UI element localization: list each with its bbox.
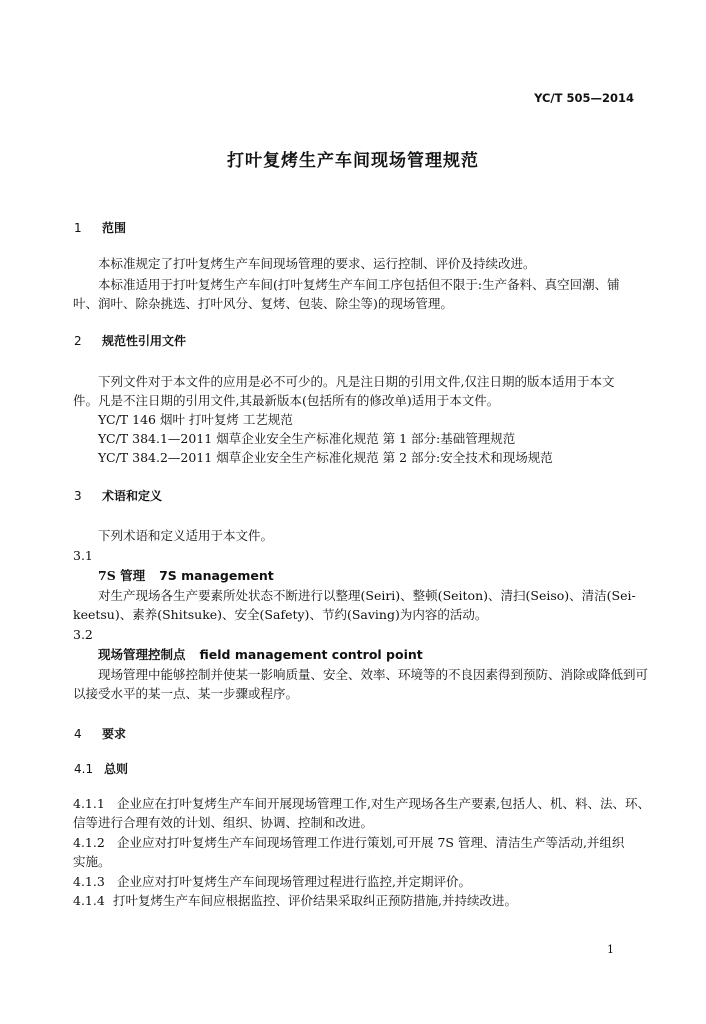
- reference-item: YC/T 146 烟叶 打叶复烤 工艺规范: [98, 412, 293, 427]
- clause-4-1-4: [73, 893, 517, 909]
- section-number: 3: [74, 489, 82, 503]
- clause-text: 打叶复烤生产车间应根据监控、评价结果采取纠正预防措施,并持续改进。: [113, 893, 517, 908]
- clause-text: 企业应在打叶复烤生产车间开展现场管理工作,对生产现场各生产要素,包括人、机、料、法、环、: [117, 796, 650, 811]
- section-3-heading: [74, 488, 162, 504]
- clause-text: 企业应对打叶复烤生产车间现场管理过程进行监控,并定期评价。: [117, 874, 471, 889]
- term-heading: [98, 568, 274, 584]
- subsection-4-1-heading: [74, 761, 128, 777]
- term-heading: [98, 647, 423, 663]
- section-title: 范围: [102, 221, 127, 235]
- term-definition: 现场管理中能够控制并使某一影响质量、安全、效率、环境等的不良因素得到预防、消除或降低到可: [98, 667, 649, 682]
- section-title: 要求: [102, 727, 127, 741]
- subsection-number: 4.1: [74, 762, 94, 776]
- paragraph: 本标准规定了打叶复烤生产车间现场管理的要求、运行控制、评价及持续改进。: [98, 256, 536, 271]
- clause-number: 4.1.3: [73, 874, 105, 889]
- reference-item: YC/T 384.1—2011 烟草企业安全生产标准化规范 第 1 部分:基础管理规范: [98, 431, 516, 446]
- term-number: 3.1: [73, 548, 93, 563]
- page-number: 1: [607, 943, 614, 956]
- document-title: 打叶复烤生产车间现场管理规范: [227, 151, 479, 171]
- clause-4-1-1: [73, 796, 650, 812]
- term-definition: 对生产现场各生产要素所处状态不断进行以整理(Seiri)、整顿(Seiton)、清扫(Seiso)、清洁(Sei-: [98, 588, 636, 603]
- clause-4-1-2: [73, 835, 624, 851]
- clause-number: 4.1.2: [73, 835, 105, 850]
- section-title: 规范性引用文件: [102, 334, 187, 348]
- term-english: field management control point: [199, 647, 423, 662]
- section-4-heading: [74, 726, 126, 742]
- paragraph: 本标准适用于打叶复烤生产车间(打叶复烤生产车间工序包括但不限于:生产备料、真空回潮、铺: [98, 277, 620, 292]
- clause-text: 实施。: [73, 854, 111, 869]
- term-definition: 以接受水平的某一点、某一步骤或程序。: [73, 686, 299, 701]
- section-number: 1: [74, 221, 82, 235]
- section-2-heading: [74, 333, 186, 349]
- section-number: 4: [74, 727, 82, 741]
- paragraph: 下列文件对于本文件的应用是必不可少的。凡是注日期的引用文件,仅注日期的版本适用于本文: [98, 374, 615, 389]
- paragraph: 下列术语和定义适用于本文件。: [98, 528, 274, 543]
- section-title: 术语和定义: [102, 489, 163, 503]
- section-number: 2: [74, 334, 82, 348]
- clause-text: 企业应对打叶复烤生产车间现场管理工作进行策划,可开展 7S 管理、清洁生产等活动,并组织: [117, 835, 625, 850]
- term-chinese: 7S 管理: [98, 568, 146, 583]
- term-chinese: 现场管理控制点: [98, 647, 186, 662]
- clause-text: 信等进行合理有效的计划、组织、协调、控制和改进。: [73, 815, 374, 830]
- term-definition: keetsu)、素养(Shitsuke)、安全(Safety)、节约(Saving)为内容的活动。: [73, 607, 488, 622]
- clause-number: 4.1.1: [73, 796, 105, 811]
- section-1-heading: [74, 220, 126, 236]
- standard-number: YC/T 505—2014: [534, 91, 634, 105]
- paragraph: 件。凡是不注日期的引用文件,其最新版本(包括所有的修改单)适用于本文件。: [73, 393, 500, 408]
- subsection-title: 总则: [104, 762, 129, 776]
- clause-4-1-3: [73, 874, 471, 890]
- term-number: 3.2: [73, 627, 93, 642]
- paragraph: 叶、润叶、除杂挑选、打叶风分、复烤、包装、除尘等)的现场管理。: [73, 296, 453, 311]
- term-english: 7S management: [159, 568, 274, 583]
- clause-number: 4.1.4: [73, 893, 105, 908]
- reference-item: YC/T 384.2—2011 烟草企业安全生产标准化规范 第 2 部分:安全技术和现场规范: [98, 450, 553, 465]
